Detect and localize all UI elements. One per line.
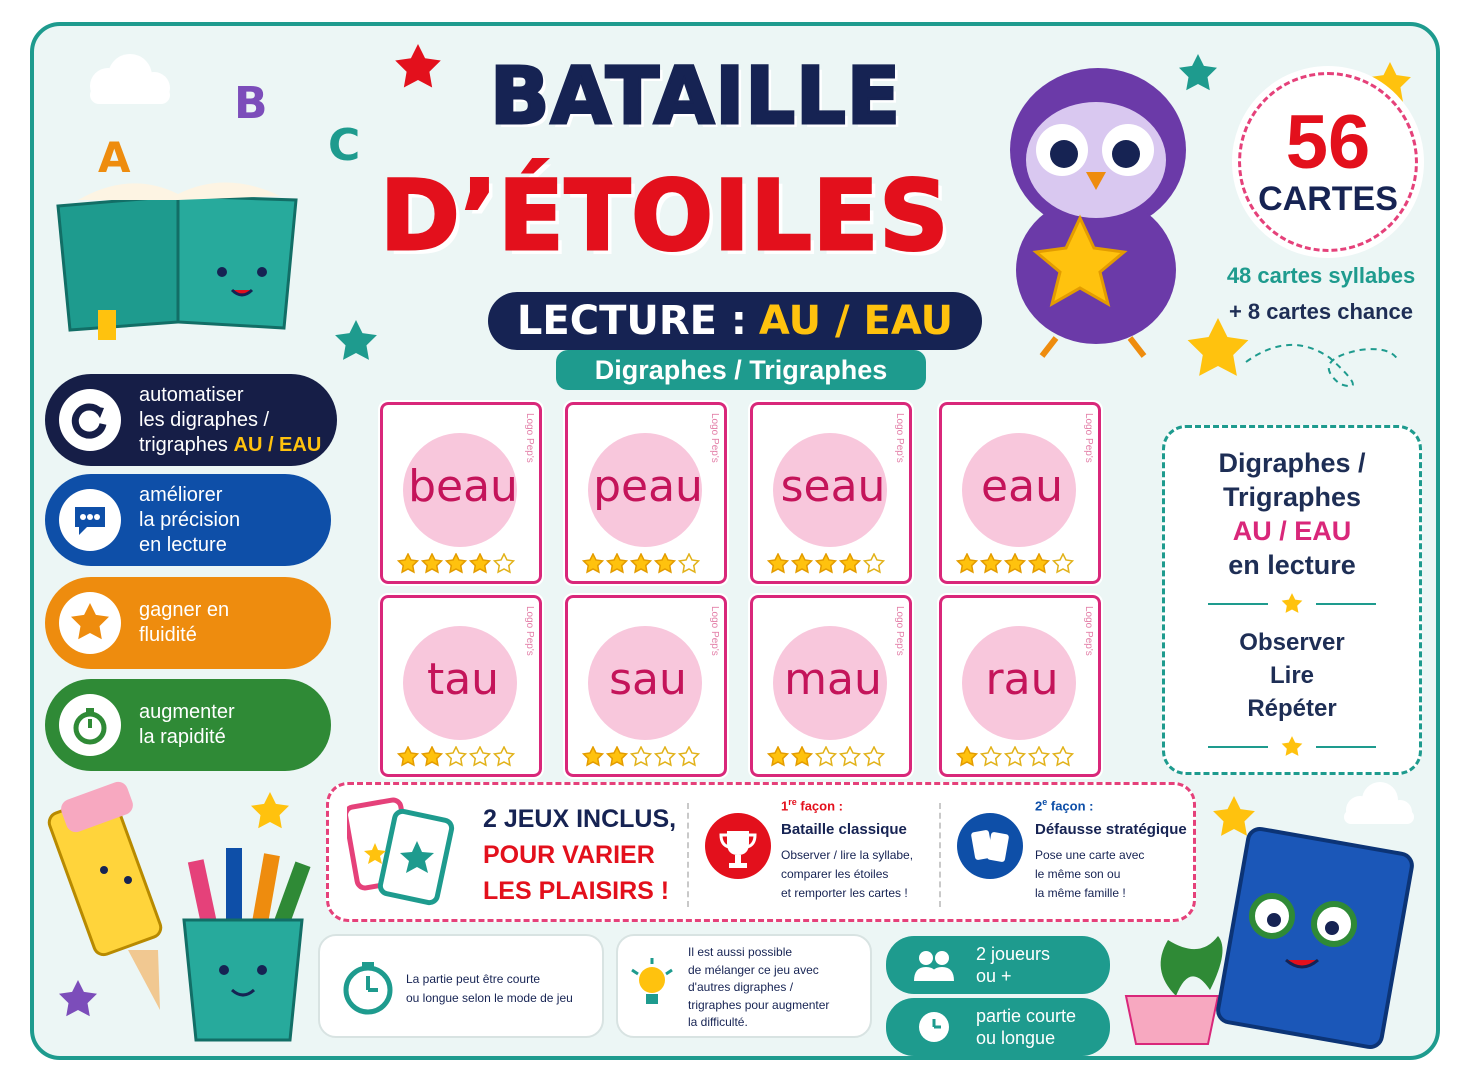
teal-star-icon: [335, 320, 377, 360]
card-word: rau: [985, 654, 1059, 705]
letter-c-icon: C: [328, 120, 361, 171]
red-star-icon: [395, 44, 441, 87]
card-count-number: 56: [1285, 99, 1371, 185]
goal-1-highlight: AU / EAU: [233, 433, 322, 456]
star-icon: [59, 592, 121, 654]
summary-divider: [1165, 592, 1419, 616]
star-empty-icon: [1052, 746, 1074, 768]
length-tag: [886, 998, 1110, 1056]
star-empty-icon: [493, 553, 515, 575]
card-count-badge: [1238, 72, 1418, 252]
card-rating: [397, 746, 515, 768]
summary-box: [1162, 425, 1422, 775]
cloud-icon: [1344, 782, 1414, 824]
card-logo: Logo Pep's: [1083, 606, 1094, 656]
star-filled-icon: [397, 553, 419, 575]
games-box: [326, 782, 1196, 922]
summary-line-1: Digraphes /: [1218, 448, 1366, 478]
star-filled-icon: [980, 553, 1002, 575]
syllable-card-sau: [565, 595, 727, 777]
mix-note: [616, 934, 872, 1038]
title-line-1: BATAILLE: [490, 52, 901, 142]
star-empty-icon: [863, 746, 885, 768]
purple-star-icon: [59, 980, 97, 1016]
summary-line-3: AU / EAU: [1232, 516, 1352, 546]
game-1-desc-2: comparer les étoiles: [781, 867, 889, 882]
syllable-card-seau: [750, 402, 912, 584]
star-filled-icon: [956, 553, 978, 575]
card-count-line-2: + 8 cartes chance: [1228, 299, 1414, 324]
syllable-card-rau: [939, 595, 1101, 777]
title-line-2: D’ÉTOILES: [380, 160, 950, 272]
card-count-line-1: 48 cartes syllabes: [1226, 263, 1416, 288]
goal-ameliorer: [45, 474, 331, 566]
summary-line-2: Trigraphes: [1222, 482, 1362, 512]
syllable-card-tau: [380, 595, 542, 777]
cards-icon: [347, 797, 457, 907]
goal-4-line-1: augmenter: [139, 701, 235, 723]
card-count-label: CARTES: [1258, 179, 1398, 218]
goal-2-line-3: en lecture: [139, 533, 227, 556]
star-filled-icon: [956, 746, 978, 768]
card-rating: [767, 746, 885, 768]
tagline: Digraphes / Trigraphes: [556, 350, 926, 390]
lightbulb-icon: [628, 956, 676, 1016]
goal-4-line-2: la rapidité: [139, 726, 226, 748]
star-filled-icon: [839, 553, 861, 575]
stopwatch-icon: [59, 694, 121, 756]
goal-1-line-2: les digraphes /: [139, 408, 270, 431]
length-line-2: ou longue: [976, 1028, 1056, 1048]
star-filled-icon: [791, 553, 813, 575]
card-rating: [956, 746, 1074, 768]
card-word: tau: [426, 654, 500, 705]
teal-star-icon: [1179, 54, 1217, 90]
syllable-card-peau: [565, 402, 727, 584]
star-filled-icon: [606, 746, 628, 768]
goal-rapidite: [45, 679, 331, 771]
card-word: eau: [981, 461, 1063, 512]
open-book-mascot-icon: [58, 182, 296, 340]
card-logo: Logo Pep's: [894, 606, 905, 656]
star-empty-icon: [1052, 553, 1074, 575]
subtitle-focus: AU / EAU: [758, 298, 954, 344]
pencil-mascot-icon: [46, 779, 163, 1010]
star-icon: [1280, 592, 1304, 616]
card-word: mau: [784, 654, 882, 705]
mix-line-2: de mélanger ce jeu avec: [688, 962, 819, 977]
star-filled-icon: [791, 746, 813, 768]
card-logo: Logo Pep's: [709, 606, 720, 656]
star-filled-icon: [1004, 553, 1026, 575]
star-filled-icon: [767, 553, 789, 575]
players-tag: [886, 936, 1110, 994]
card-rating: [582, 746, 700, 768]
games-heading-2: POUR VARIER: [483, 841, 655, 869]
mix-line-5: la difficulté.: [688, 1015, 748, 1029]
goal-2-line-1: améliorer: [139, 483, 223, 506]
subtitle-prefix: LECTURE :: [516, 298, 747, 344]
divider: [687, 803, 689, 907]
length-line-1: partie courte: [976, 1006, 1077, 1026]
game-1-name: Bataille classique: [781, 821, 907, 839]
letter-a-icon: A: [98, 133, 131, 182]
card-word: sau: [609, 654, 687, 705]
owl-mascot-icon: [1010, 68, 1186, 356]
goal-1-line-3: trigraphes: [139, 433, 228, 456]
star-empty-icon: [654, 746, 676, 768]
mix-line-3: d'autres digraphes /: [688, 980, 794, 994]
star-empty-icon: [469, 746, 491, 768]
clock-icon: [914, 1007, 954, 1047]
star-filled-icon: [397, 746, 419, 768]
players-line-1: 2 joueurs: [976, 944, 1051, 964]
star-icon: [1280, 735, 1304, 759]
game-2-label: 2e façon :: [1035, 797, 1094, 814]
game-2-desc-1: Pose une carte avec: [1035, 848, 1145, 863]
game-1: [781, 797, 913, 903]
games-heading-1: 2 JEUX INCLUS,: [483, 805, 677, 833]
summary-verb-1: Observer: [1239, 629, 1345, 656]
star-filled-icon: [421, 746, 443, 768]
games-heading-3: LES PLAISIRS !: [483, 877, 670, 905]
goal-1-line-1: automatiser: [139, 383, 244, 406]
syllable-card-mau: [750, 595, 912, 777]
clock-icon: [340, 960, 396, 1016]
star-empty-icon: [445, 746, 467, 768]
star-filled-icon: [606, 553, 628, 575]
star-filled-icon: [654, 553, 676, 575]
card-rating: [767, 553, 885, 575]
goal-automatiser: [45, 374, 337, 466]
star-filled-icon: [421, 553, 443, 575]
refresh-icon: [59, 389, 121, 451]
game-2-name: Défausse stratégique: [1035, 821, 1187, 839]
star-empty-icon: [815, 746, 837, 768]
game-2-desc-2: le même son ou: [1035, 867, 1121, 882]
card-count-detail: [1212, 258, 1430, 330]
card-word: seau: [780, 461, 886, 512]
star-empty-icon: [678, 746, 700, 768]
star-empty-icon: [630, 746, 652, 768]
summary-verb-2: Lire: [1269, 662, 1314, 689]
summary-divider: [1165, 735, 1419, 759]
star-filled-icon: [582, 553, 604, 575]
trophy-icon: [705, 813, 771, 879]
star-filled-icon: [767, 746, 789, 768]
game-1-desc-1: Observer / lire la syllabe,: [781, 848, 914, 863]
star-filled-icon: [582, 746, 604, 768]
syllable-card-eau: [939, 402, 1101, 584]
duration-line-1: La partie peut être courte: [406, 972, 541, 986]
pencil-cup-mascot-icon: [184, 848, 311, 1040]
yellow-star-icon: [1213, 796, 1255, 836]
cloud-icon: [90, 54, 170, 104]
duration-line-2: ou longue selon le mode de jeu: [406, 991, 573, 1005]
mix-line-4: trigraphes pour augmenter: [688, 997, 830, 1012]
players-line-2: ou +: [976, 966, 1012, 986]
games-heading: [483, 801, 676, 909]
card-word: peau: [593, 461, 703, 512]
game-2: [1035, 797, 1187, 903]
summary-verb-3: Répéter: [1247, 695, 1337, 722]
star-filled-icon: [1028, 553, 1050, 575]
goal-3-line-1: gagner en: [139, 599, 230, 621]
summary-line-4: en lecture: [1228, 550, 1356, 580]
swap-cards-icon: [957, 813, 1023, 879]
card-logo: Logo Pep's: [894, 413, 905, 463]
mix-line-1: Il est aussi possible: [688, 945, 793, 959]
star-empty-icon: [980, 746, 1002, 768]
goal-3-line-2: fluidité: [139, 624, 197, 646]
book-mascot-icon: [1216, 827, 1414, 1049]
card-rating: [582, 553, 700, 575]
star-filled-icon: [445, 553, 467, 575]
plant-pot-icon: [1126, 936, 1223, 1044]
star-filled-icon: [469, 553, 491, 575]
chat-bubble-icon: [59, 489, 121, 551]
game-1-desc-3: et remporter les cartes !: [781, 886, 908, 901]
card-rating: [956, 553, 1074, 575]
card-logo: Logo Pep's: [1083, 413, 1094, 463]
syllable-card-beau: [380, 402, 542, 584]
game-1-label: 1re façon :: [781, 797, 843, 814]
star-empty-icon: [678, 553, 700, 575]
subtitle-banner: [488, 292, 982, 350]
card-logo: Logo Pep's: [709, 413, 720, 463]
card-rating: [397, 553, 515, 575]
card-logo: Logo Pep's: [524, 606, 535, 656]
letter-b-icon: B: [234, 78, 268, 129]
star-filled-icon: [630, 553, 652, 575]
card-word: beau: [408, 461, 518, 512]
star-empty-icon: [1004, 746, 1026, 768]
divider: [939, 803, 941, 907]
star-empty-icon: [863, 553, 885, 575]
game-2-desc-3: la même famille !: [1035, 886, 1126, 901]
star-empty-icon: [493, 746, 515, 768]
star-empty-icon: [1028, 746, 1050, 768]
players-icon: [914, 945, 954, 985]
goal-fluidite: [45, 577, 331, 669]
duration-note: [318, 934, 604, 1038]
yellow-star-icon: [251, 792, 289, 828]
card-logo: Logo Pep's: [524, 413, 535, 463]
star-filled-icon: [815, 553, 837, 575]
star-empty-icon: [839, 746, 861, 768]
goal-2-line-2: la précision: [139, 508, 241, 531]
